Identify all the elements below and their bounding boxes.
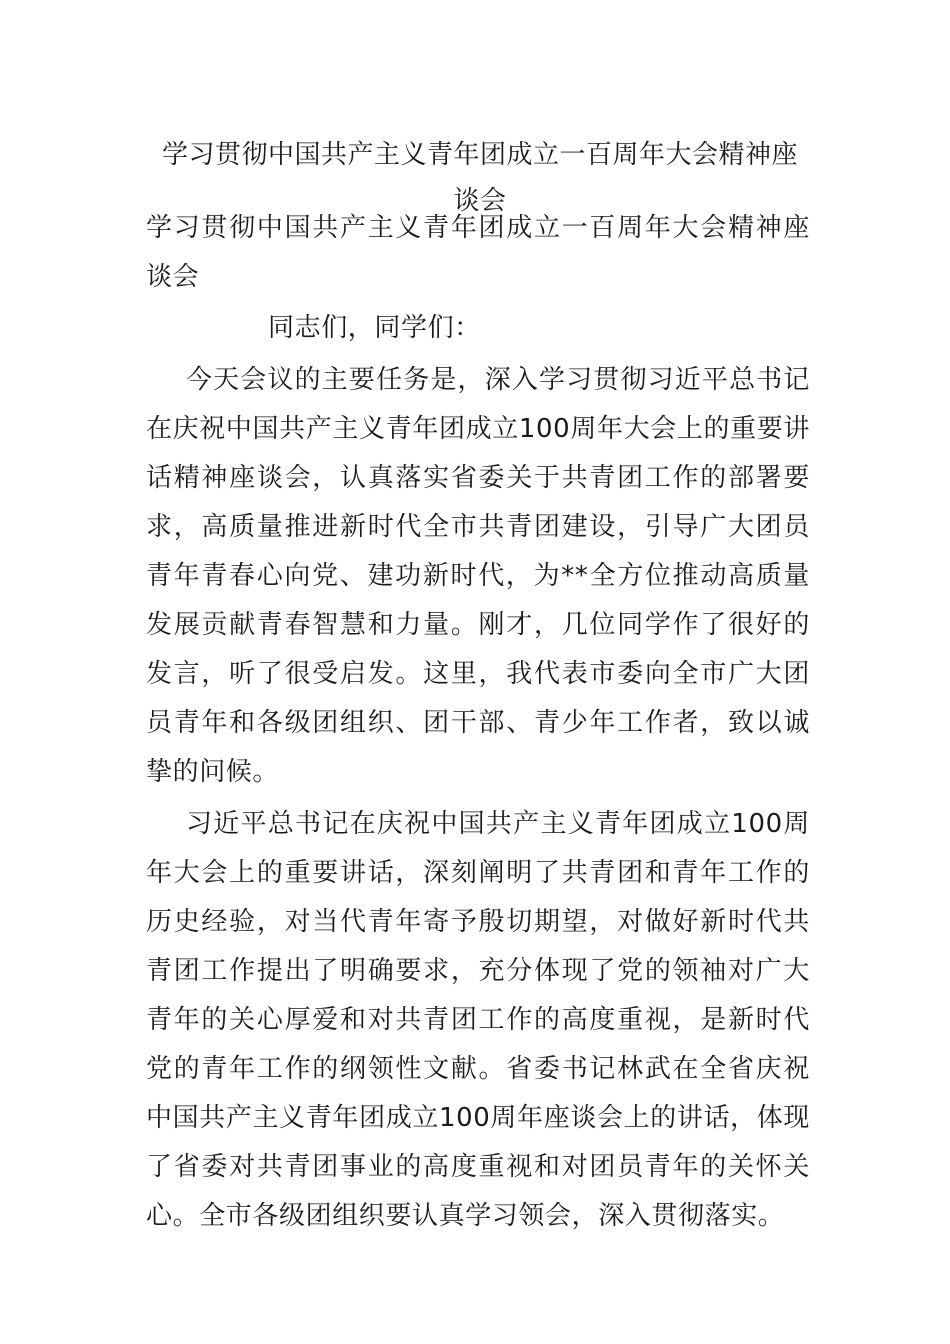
greeting: 同志们，同学们：	[268, 313, 481, 343]
document-subtitle: 学习贯彻中国共产主义青年团成立一百周年大会精神座谈会	[146, 213, 810, 292]
document-title: 学习贯彻中国共产主义青年团成立一百周年大会精神座谈会	[161, 140, 798, 216]
document-body	[146, 204, 810, 1241]
paragraph-2: 习近平总书记在庆祝中国共产主义青年团成立100周年大会上的重要讲话，深刻阐明了共青团和青年工作的历史经验，对当代青年寄予殷切期望，对做好新时代共青团工作提出了明确要求，充分体现了党的领袖对广大青年的关心厚爱和对共青团工作的高度重视，是新时代党的青年工作的纲领性文献。省委书记林武在全省庆祝中国共产主义青年团成立100周年座谈会上的讲话，体现了省委对共青团事业的高度重视和对团员青年的关怀关心。全市各级团组织要认真学习领会，深入贯彻落实。	[146, 809, 810, 1231]
paragraph-1: 今天会议的主要任务是，深入学习贯彻习近平总书记在庆祝中国共产主义青年团成立100周年大会上的重要讲话精神座谈会，认真落实省委关于共青团工作的部署要求，高质量推进新时代全市共青团建设，引导广大团员青年青春心向党、建功新时代，为**全方位推动高质量发展贡献青春智慧和力量。刚才，几位同学作了很好的发言，听了很受启发。这里，我代表市委向全市广大团员青年和各级团组织、团干部、青少年工作者，致以诚挚的问候。	[146, 365, 810, 787]
